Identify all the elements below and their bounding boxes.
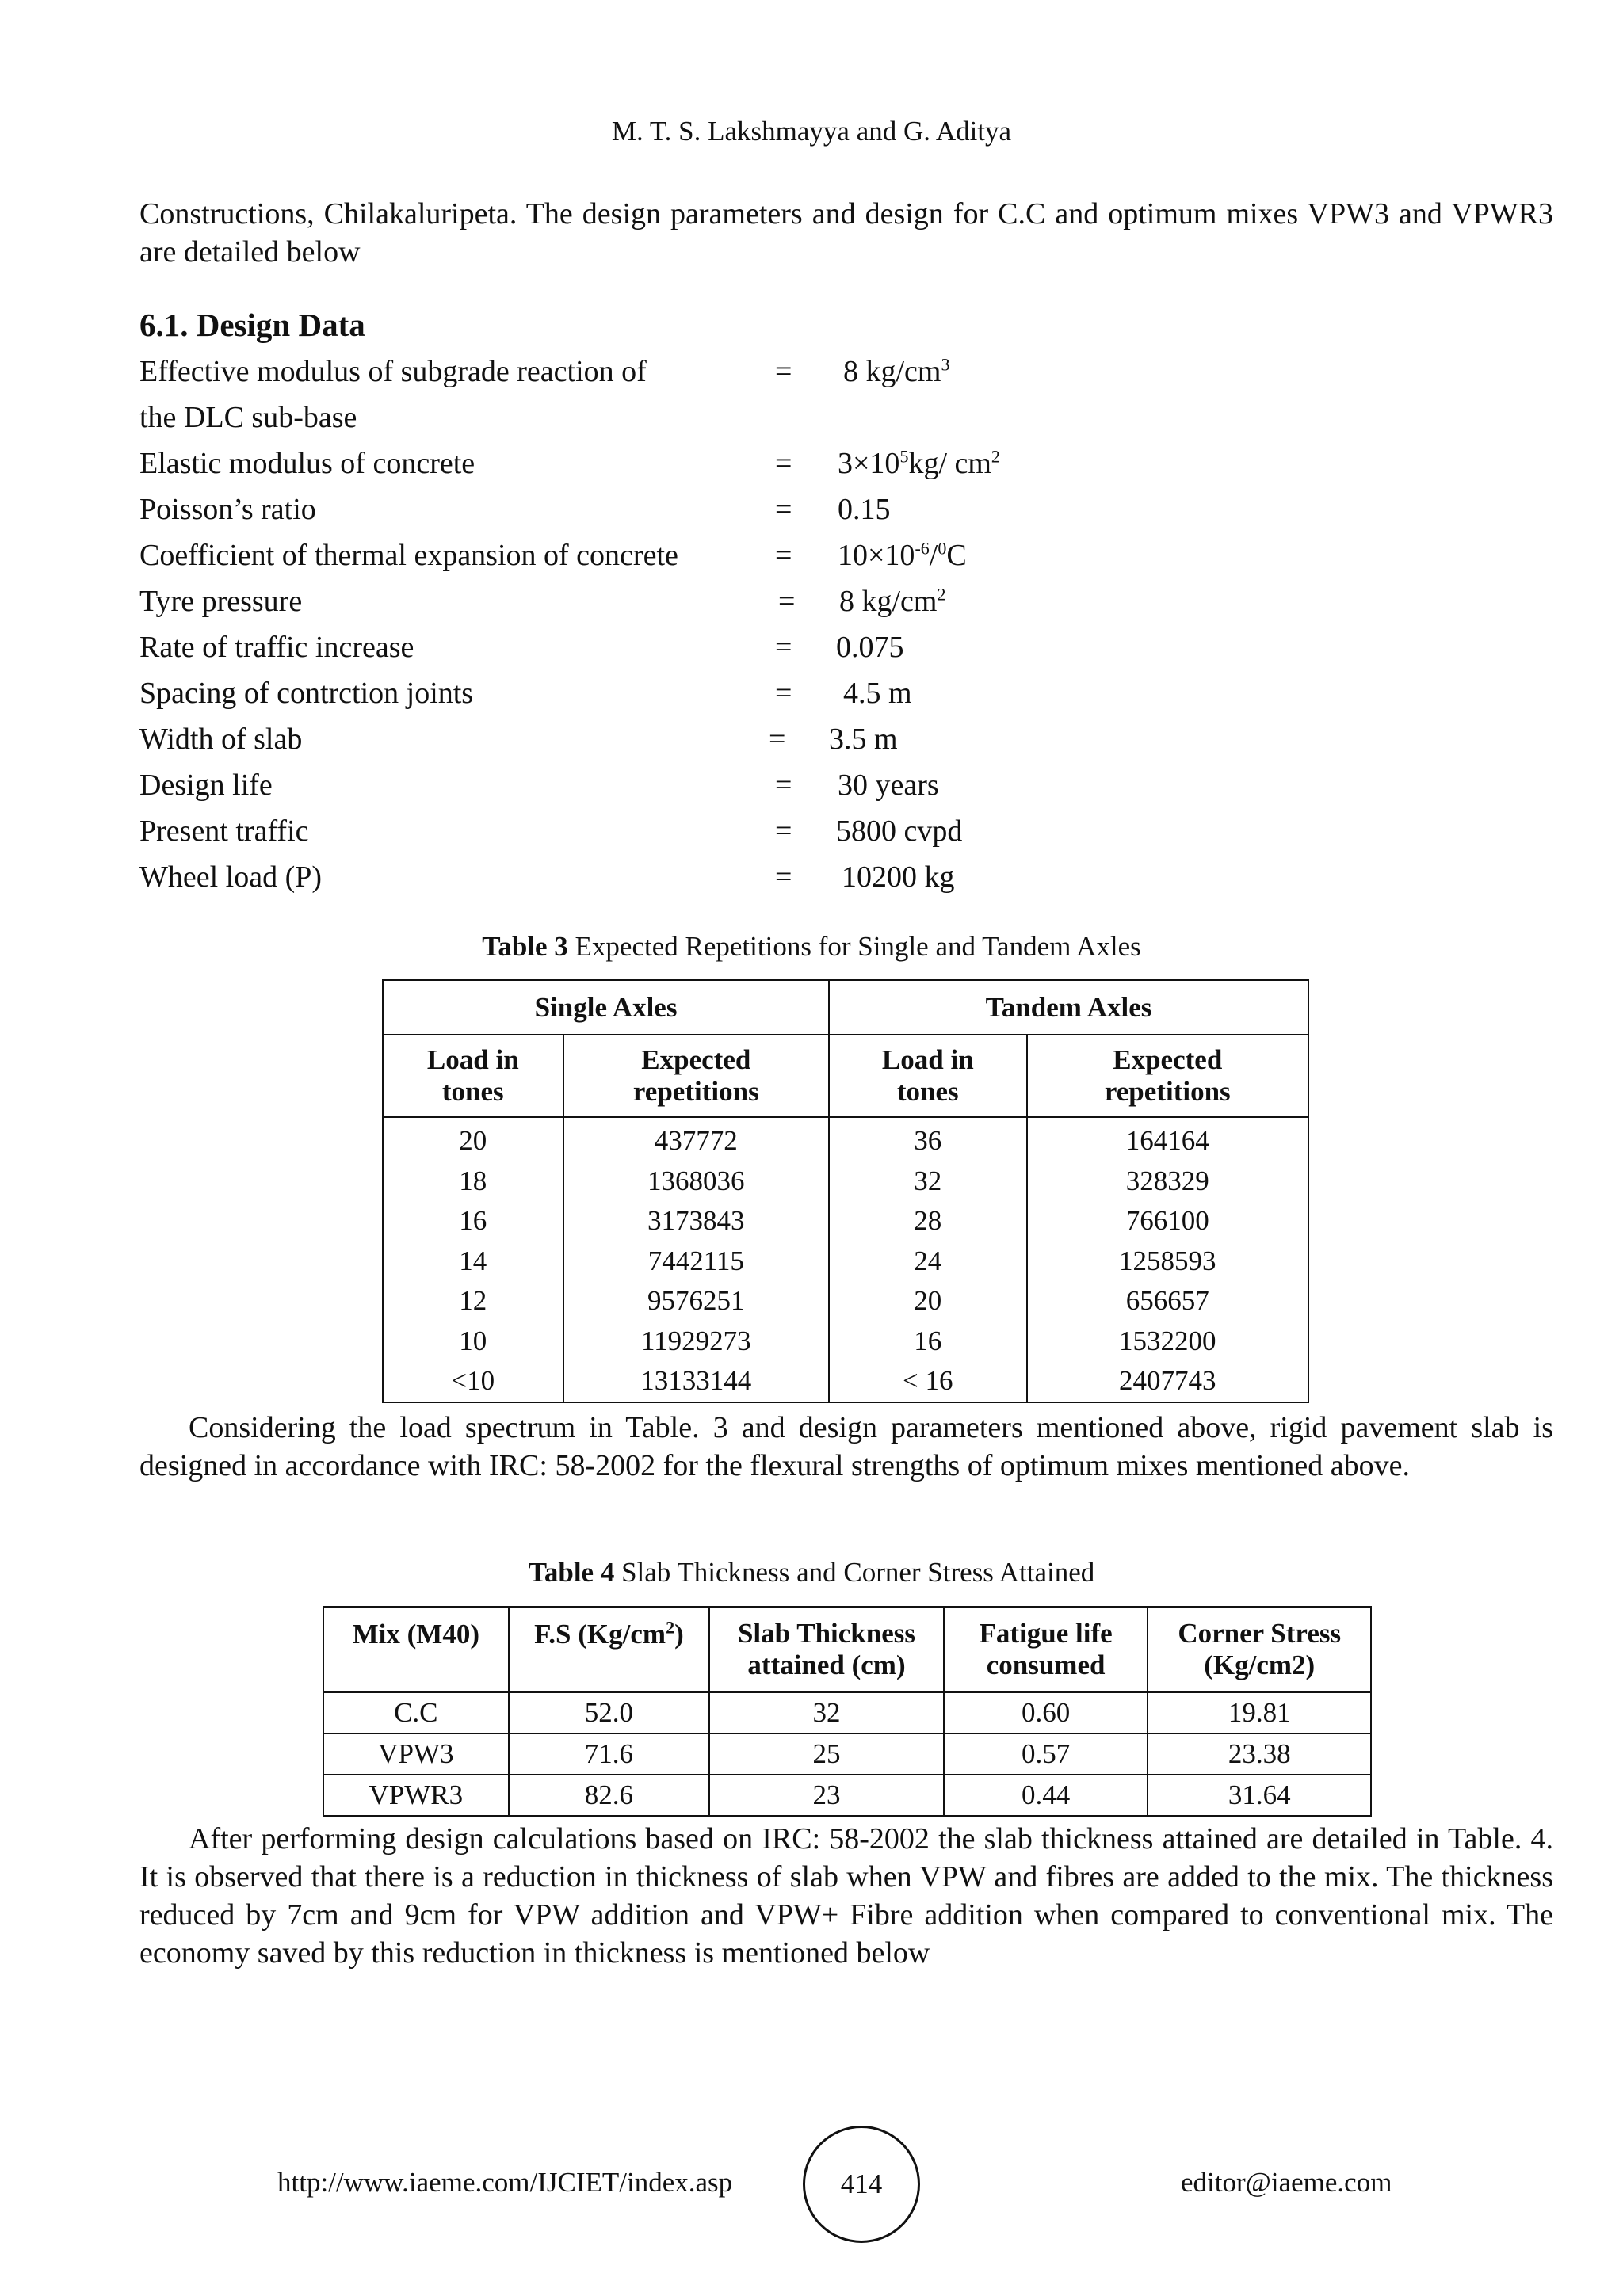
equals-sign: = xyxy=(775,447,792,480)
table4-cell-slab: 25 xyxy=(709,1733,944,1775)
table3-column-single-repetitions: 437772 1368036 3173843 7442115 9576251 11929273 13133144 xyxy=(563,1117,829,1402)
page-number: 414 xyxy=(803,2126,920,2243)
table3-group-header-tandem: Tandem Axles xyxy=(829,980,1308,1035)
equals-sign: = xyxy=(775,769,792,802)
table-row xyxy=(323,1775,1371,1816)
table4-cell-fatigue: 0.44 xyxy=(944,1775,1148,1816)
table3-caption: Table 3 Expected Repetitions for Single and Tandem Axles xyxy=(482,931,1141,962)
equals-sign: = xyxy=(769,723,786,756)
table4-cell-mix: C.C xyxy=(323,1692,509,1733)
table4-cell-stress: 31.64 xyxy=(1148,1775,1371,1816)
design-param-label: Effective modulus of subgrade reaction of xyxy=(139,355,647,388)
table3-col-header: Load in tones xyxy=(829,1035,1027,1117)
equals-sign: = xyxy=(775,355,792,388)
table4-cell-mix: VPWR3 xyxy=(323,1775,509,1816)
equals-sign: = xyxy=(775,860,792,894)
design-param-value: 0.075 xyxy=(836,631,904,664)
table3-col-header: Load in tones xyxy=(383,1035,563,1117)
intro-line-1: Constructions, Chilakaluripeta. The design parameters and design for C.C and optimum mixes VPW3 and xyxy=(139,197,1442,231)
table-row xyxy=(323,1692,1371,1733)
footer-url-link[interactable]: http://www.iaeme.com/IJCIET/index.asp xyxy=(277,2167,733,2198)
design-param-value: 4.5 m xyxy=(843,677,912,710)
table4-cell-fs: 52.0 xyxy=(509,1692,710,1733)
design-param-label: the DLC sub-base xyxy=(139,401,357,434)
footer-email-link[interactable]: editor@iaeme.com xyxy=(1181,2167,1392,2198)
table3-column-tandem-load: 36 32 28 24 20 16 < 16 xyxy=(829,1117,1027,1402)
body-paragraph-3: After performing design calculations based on IRC: 58-2002 the slab thickness attained are detailed in Table. 4. It is observed that there is a reduction in thickness of slab when VPW and fibres are added to the mix. The thickness reduced by 7cm and 9cm for VPW addition and VPW+ Fibre addition when compared to conventional mix. The economy saved by this reduction in thickness is mentioned below xyxy=(139,1822,1554,1970)
design-param-value: 8 $kg/cm^2$ xyxy=(839,584,946,618)
table4-caption: Table 4 Slab Thickness and Corner Stress Attained xyxy=(528,1557,1095,1588)
intro-paragraph xyxy=(139,195,1553,271)
table4-col-header: Corner Stress (Kg/cm2) xyxy=(1148,1607,1371,1692)
design-param-value: 5800 cvpd xyxy=(836,814,963,848)
design-param-label: Width of slab xyxy=(139,723,303,756)
table4-cell-slab: 32 xyxy=(709,1692,944,1733)
table3-column-tandem-repetitions: 164164 328329 766100 1258593 656657 1532200 2407743 xyxy=(1027,1117,1308,1402)
design-param-value: 8 $kg/cm^3$ xyxy=(843,354,950,388)
table-row xyxy=(323,1733,1371,1775)
equals-sign: = xyxy=(775,677,792,710)
table4-col-header: Slab Thickness attained (cm) xyxy=(709,1607,944,1692)
table4-cell-stress: 19.81 xyxy=(1148,1692,1371,1733)
design-param-label: Spacing of contrction joints xyxy=(139,677,474,710)
table4-cell-stress: 23.38 xyxy=(1148,1733,1371,1775)
table4-col-header: Mix (M40) xyxy=(323,1607,509,1692)
intro-line-2: VPWR3 are detailed below xyxy=(139,197,1553,269)
equals-sign: = xyxy=(775,539,792,572)
table3-col-header: Expected repetitions xyxy=(1027,1035,1308,1117)
design-param-label: Design life xyxy=(139,769,273,802)
section-heading: 6.1. Design Data xyxy=(139,307,365,343)
table3-col-header: Expected repetitions xyxy=(563,1035,829,1117)
equals-sign: = xyxy=(775,814,792,848)
design-param-label: Elastic modulus of concrete xyxy=(139,447,475,480)
table4-cell-fs: 82.6 xyxy=(509,1775,710,1816)
body-paragraph-2: Considering the load spectrum in Table. 3 and design parameters mentioned above, rigid pavement slab is designed in accordance with IRC: 58-2002 for the flexural strengths of optimum mixes mentioned above. xyxy=(139,1411,1554,1482)
running-header: M. T. S. Lakshmayya and G. Aditya xyxy=(611,116,1012,147)
design-param-value: $3\times 10^5kg/$ $cm^2$ xyxy=(838,446,1000,480)
table3 xyxy=(382,979,1309,1403)
design-param-value: 3.5 m xyxy=(829,723,898,756)
table4 xyxy=(323,1606,1372,1817)
table4-cell-mix: VPW3 xyxy=(323,1733,509,1775)
design-param-label: Present traffic xyxy=(139,814,309,848)
table3-group-header-single: Single Axles xyxy=(383,980,829,1035)
design-param-label: Rate of traffic increase xyxy=(139,631,414,664)
design-param-value: $10\times 10^{-6}/^0C$ xyxy=(838,538,967,572)
design-param-value: 0.15 xyxy=(838,493,891,526)
design-param-label: Wheel load (P) xyxy=(139,860,323,894)
equals-sign: = xyxy=(775,631,792,664)
table4-col-header: Fatigue life consumed xyxy=(944,1607,1148,1692)
design-param-label: Tyre pressure xyxy=(139,585,303,618)
table3-column-single-load: 20 18 16 14 12 10 <10 xyxy=(383,1117,563,1402)
table4-cell-fs: 71.6 xyxy=(509,1733,710,1775)
equals-sign: = xyxy=(775,493,792,526)
table4-cell-slab: 23 xyxy=(709,1775,944,1816)
design-param-value: 30 years xyxy=(838,769,939,802)
table4-cell-fatigue: 0.57 xyxy=(944,1733,1148,1775)
design-param-label: Poisson’s ratio xyxy=(139,493,316,526)
equals-sign: = xyxy=(778,585,796,618)
table4-col-header: F.S $(Kg/cm^2)$ xyxy=(509,1607,710,1692)
design-param-value: 10200 kg xyxy=(842,860,955,894)
table4-cell-fatigue: 0.60 xyxy=(944,1692,1148,1733)
design-param-label: Coefficient of thermal expansion of concrete xyxy=(139,539,678,572)
